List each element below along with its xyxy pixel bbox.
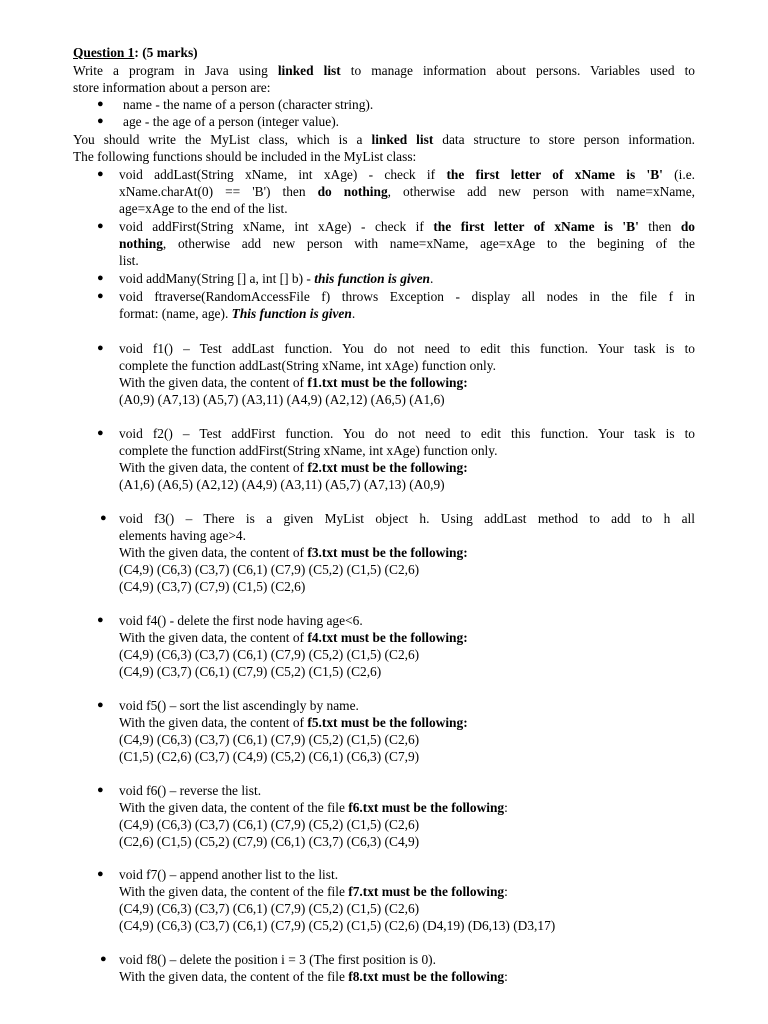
f4-output: (C4,9) (C6,3) (C3,7) (C6,1) (C7,9) (C5,2) (C1,5) (C2,6) bbox=[119, 647, 420, 662]
variable-age-item: age - the age of a person (integer value). bbox=[123, 114, 340, 129]
bullet-dot: ● bbox=[97, 342, 104, 354]
f3-item: elements having age>4. bbox=[119, 528, 246, 543]
f5-output: (C1,5) (C2,6) (C3,7) (C4,9) (C5,2) (C6,1) (C6,3) (C7,9) bbox=[119, 749, 420, 764]
f2-output: (A1,6) (A6,5) (A2,12) (A4,9) (A3,11) (A5,7) (A7,13) (A0,9) bbox=[119, 477, 445, 492]
f3-output: (C4,9) (C3,7) (C7,9) (C1,5) (C2,6) bbox=[119, 579, 306, 594]
f4-item: With the given data, the content of f4.txt must be the following: bbox=[119, 630, 468, 645]
variable-name-item: name - the name of a person (character string). bbox=[123, 97, 374, 112]
f6-output: (C4,9) (C6,3) (C3,7) (C6,1) (C7,9) (C5,2) (C1,5) (C2,6) bbox=[119, 817, 420, 832]
bullet-dot: ● bbox=[97, 272, 104, 284]
intro-line: store information about a person are: bbox=[73, 80, 271, 95]
bullet-dot: ● bbox=[97, 220, 104, 232]
ftraverse-item: format: (name, age). This function is given. bbox=[119, 306, 356, 321]
f2-item: complete the function addFirst(String xName, int xAge) function only. bbox=[119, 443, 498, 458]
f3-item: With the given data, the content of f3.txt must be the following: bbox=[119, 545, 468, 560]
f6-item: With the given data, the content of the file f6.txt must be the following: bbox=[119, 800, 508, 815]
f7-output: (C4,9) (C6,3) (C3,7) (C6,1) (C7,9) (C5,2) (C1,5) (C2,6) bbox=[119, 901, 420, 916]
intro-line: Write a program in Java using linked list to manage information about persons. Variables used to bbox=[73, 63, 695, 78]
intro-line: You should write the MyList class, which is a linked list data structure to store person information. bbox=[73, 132, 695, 147]
f8-item: void f8() – delete the position i = 3 (The first position is 0). bbox=[119, 952, 436, 967]
f1-item: With the given data, the content of f1.txt must be the following: bbox=[119, 375, 468, 390]
bullet-dot: ● bbox=[97, 614, 104, 626]
addlast-item: xName.charAt(0) == 'B') then do nothing, otherwise add new person with name=xName, bbox=[119, 184, 695, 199]
addlast-item: age=xAge to the end of the list. bbox=[119, 201, 288, 216]
bullet-dot: ● bbox=[97, 115, 104, 127]
ftraverse-item: void ftraverse(RandomAccessFile f) throws Exception - display all nodes in the file f in bbox=[119, 289, 695, 304]
bullet-dot: ● bbox=[100, 512, 107, 524]
f1-output: (A0,9) (A7,13) (A5,7) (A3,11) (A4,9) (A2,12) (A6,5) (A1,6) bbox=[119, 392, 445, 407]
bullet-dot: ● bbox=[97, 699, 104, 711]
f2-item: With the given data, the content of f2.txt must be the following: bbox=[119, 460, 468, 475]
question-marks: : (5 marks) bbox=[134, 45, 198, 60]
f7-item: void f7() – append another list to the list. bbox=[119, 867, 339, 882]
f1-item: complete the function addLast(String xName, int xAge) function only. bbox=[119, 358, 496, 373]
f2-item: void f2() – Test addFirst function. You do not need to edit this function. Your task is to bbox=[119, 426, 695, 441]
bullet-dot: ● bbox=[97, 168, 104, 180]
addlast-item: void addLast(String xName, int xAge) - check if the first letter of xName is 'B' (i.e. bbox=[119, 167, 695, 182]
f5-output: (C4,9) (C6,3) (C3,7) (C6,1) (C7,9) (C5,2) (C1,5) (C2,6) bbox=[119, 732, 420, 747]
f5-item: void f5() – sort the list ascendingly by name. bbox=[119, 698, 359, 713]
f5-item: With the given data, the content of f5.txt must be the following: bbox=[119, 715, 468, 730]
f1-item: void f1() – Test addLast function. You do not need to edit this function. Your task is to bbox=[119, 341, 695, 356]
intro-line: The following functions should be included in the MyList class: bbox=[73, 149, 417, 164]
bullet-dot: ● bbox=[100, 953, 107, 965]
bullet-dot: ● bbox=[97, 784, 104, 796]
bullet-dot: ● bbox=[97, 868, 104, 880]
addfirst-item: nothing, otherwise add new person with name=xName, age=xAge to the begining of the bbox=[119, 236, 695, 251]
question-label: Question 1 bbox=[73, 45, 135, 60]
bullet-dot: ● bbox=[97, 98, 104, 110]
f4-output: (C4,9) (C3,7) (C6,1) (C7,9) (C5,2) (C1,5) (C2,6) bbox=[119, 664, 382, 679]
f3-item: void f3() – There is a given MyList object h. Using addLast method to add to h all bbox=[119, 511, 695, 526]
f3-output: (C4,9) (C6,3) (C3,7) (C6,1) (C7,9) (C5,2) (C1,5) (C2,6) bbox=[119, 562, 420, 577]
f6-output: (C2,6) (C1,5) (C5,2) (C7,9) (C6,1) (C3,7) (C6,3) (C4,9) bbox=[119, 834, 420, 849]
bullet-dot: ● bbox=[97, 427, 104, 439]
addmany-item: void addMany(String [] a, int [] b) - this function is given. bbox=[119, 271, 434, 286]
bullet-dot: ● bbox=[97, 290, 104, 302]
f4-item: void f4() - delete the first node having age<6. bbox=[119, 613, 363, 628]
addfirst-item: void addFirst(String xName, int xAge) - check if the first letter of xName is 'B' then do bbox=[119, 219, 695, 234]
f7-output: (C4,9) (C6,3) (C3,7) (C6,1) (C7,9) (C5,2) (C1,5) (C2,6) (D4,19) (D6,13) (D3,17) bbox=[119, 918, 556, 933]
addfirst-item: list. bbox=[119, 253, 139, 268]
f8-item: With the given data, the content of the file f8.txt must be the following: bbox=[119, 969, 508, 984]
question-heading bbox=[73, 44, 695, 61]
f7-item: With the given data, the content of the file f7.txt must be the following: bbox=[119, 884, 508, 899]
f6-item: void f6() – reverse the list. bbox=[119, 783, 262, 798]
